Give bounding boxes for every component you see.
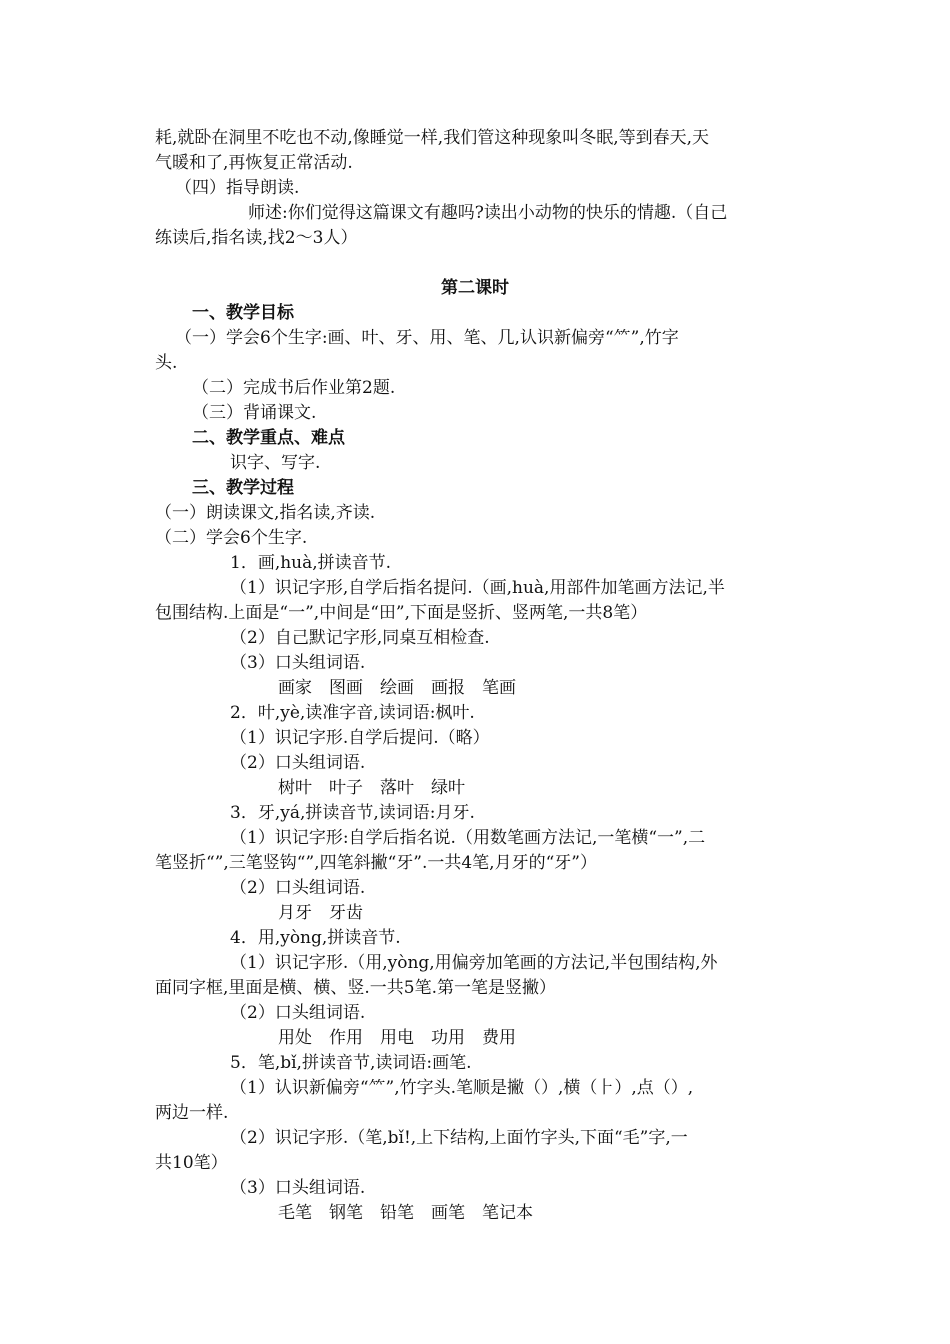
text-line: 1．画,huà,拼读音节. xyxy=(230,553,392,573)
text-line: （2）自己默记字形,同桌互相检查. xyxy=(230,628,490,648)
section-heading: 三、教学过程 xyxy=(192,478,294,498)
text-line: 共10笔） xyxy=(155,1153,228,1173)
text-line: （1）识记字形.（用,yòng,用偏旁加笔画的方法记,半包围结构,外 xyxy=(230,953,718,973)
text-line: （2）识记字形.（笔,bǐ!,上下结构,上面竹字头,下面“毛”字,一 xyxy=(230,1128,688,1148)
text-line: （三）背诵课文. xyxy=(192,403,317,423)
text-line: （一）朗读课文,指名读,齐读. xyxy=(155,503,376,523)
text-line: （2）口头组词语. xyxy=(230,753,366,773)
word-list: 毛笔 钢笔 铅笔 画笔 笔记本 xyxy=(278,1203,533,1223)
text-line: （1）识记字形.自学后提问.（略） xyxy=(230,728,490,748)
text-line: 3．牙,yá,拼读音节,读词语:月牙. xyxy=(230,803,475,823)
lesson-title: 第二课时 xyxy=(441,278,509,298)
text-line: 面同字框,里面是横、横、竖.一共5笔.第一笔是竖撇） xyxy=(155,978,557,998)
word-list: 树叶 叶子 落叶 绿叶 xyxy=(278,778,465,798)
text-line: 包围结构.上面是“一”,中间是“田”,下面是竖折、竖两笔,一共8笔） xyxy=(155,603,648,623)
word-list: 画家 图画 绘画 画报 笔画 xyxy=(278,678,516,698)
text-line: 4．用,yòng,拼读音节. xyxy=(230,928,401,948)
text-line: （二）完成书后作业第2题. xyxy=(192,378,396,398)
text-line: 5．笔,bǐ,拼读音节,读词语:画笔. xyxy=(230,1053,472,1073)
text-line: （3）口头组词语. xyxy=(230,653,366,673)
text-line: 师述:你们觉得这篇课文有趣吗?读出小动物的快乐的情趣.（自己 xyxy=(248,203,728,223)
section-heading: 一、教学目标 xyxy=(192,303,294,323)
text-line: （1）识记字形:自学后指名说.（用数笔画方法记,一笔横“一”,二 xyxy=(230,828,706,848)
text-line: （2）口头组词语. xyxy=(230,878,366,898)
text-line: 耗,就卧在洞里不吃也不动,像睡觉一样,我们管这种现象叫冬眠,等到春天,天 xyxy=(155,128,710,148)
text-line: 笔竖折“”,三笔竖钩“”,四笔斜撇“牙”.一共4笔,月牙的“牙”） xyxy=(155,853,597,873)
text-line: （1）识记字形,自学后指名提问.（画,huà,用部件加笔画方法记,半 xyxy=(230,578,725,598)
section-heading: 二、教学重点、难点 xyxy=(192,428,345,448)
text-line: （2）口头组词语. xyxy=(230,1003,366,1023)
text-line: 两边一样. xyxy=(155,1103,229,1123)
section-heading: （四）指导朗读. xyxy=(175,178,300,198)
text-line: 头. xyxy=(155,353,178,373)
text-line: （3）口头组词语. xyxy=(230,1178,366,1198)
text-line: （二）学会6个生字. xyxy=(155,528,308,548)
text-line: 识字、写字. xyxy=(230,453,321,473)
text-line: 气暖和了,再恢复正常活动. xyxy=(155,153,353,173)
text-line: （一）学会6个生字:画、叶、牙、用、笔、几,认识新偏旁“⺮”,竹字 xyxy=(175,328,679,348)
text-line: 练读后,指名读,找2～3人） xyxy=(155,228,358,248)
word-list: 月牙 牙齿 xyxy=(278,903,363,923)
text-line: 2．叶,yè,读准字音,读词语:枫叶. xyxy=(230,703,475,723)
text-line: （1）认识新偏旁“⺮”,竹字头.笔顺是撇（）,横（⺊）,点（）, xyxy=(230,1078,694,1098)
word-list: 用处 作用 用电 功用 费用 xyxy=(278,1028,516,1048)
